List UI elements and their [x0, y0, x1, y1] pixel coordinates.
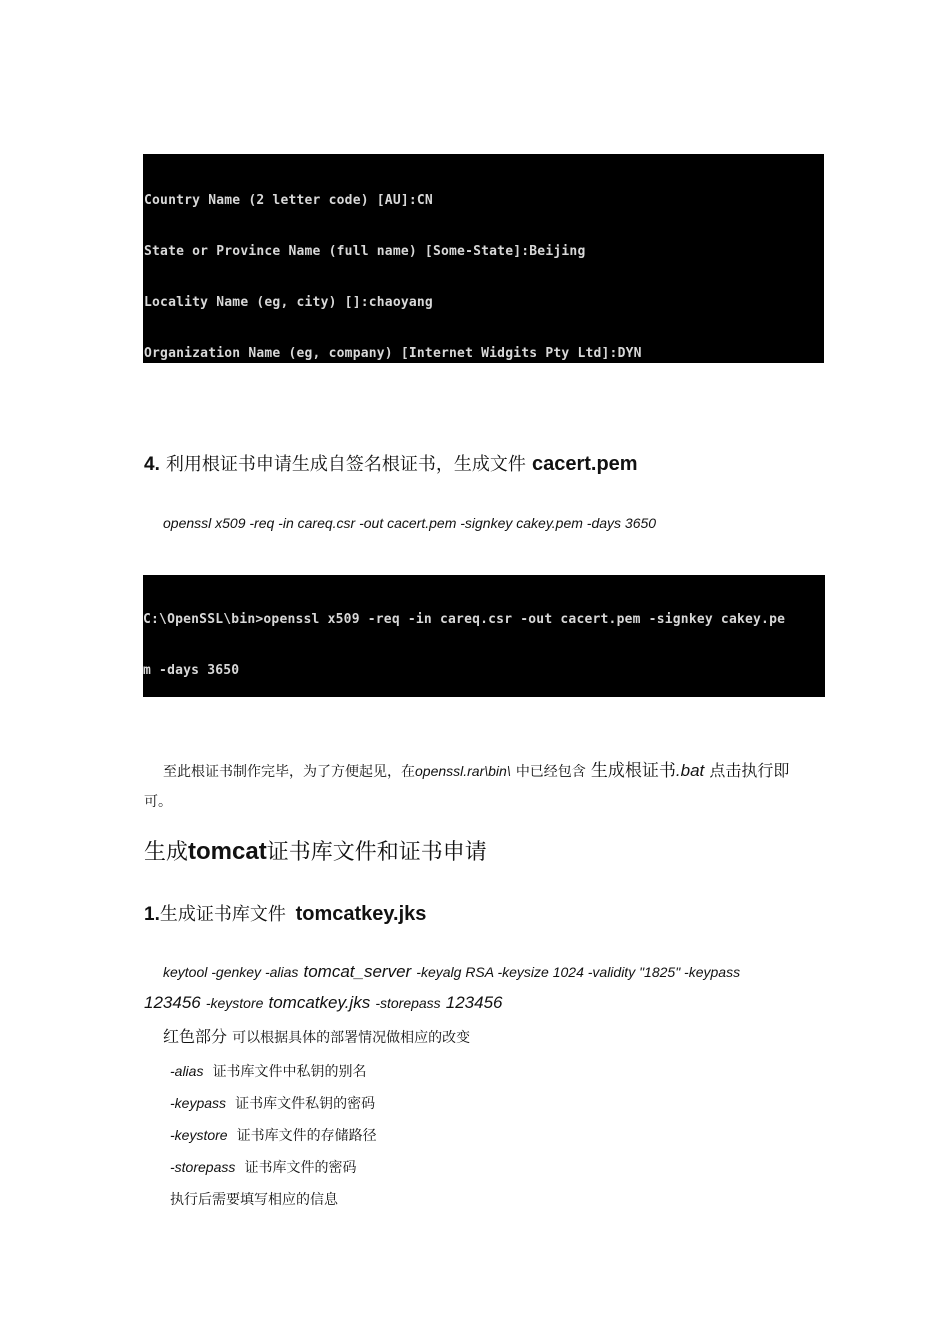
step1-number: 1.	[144, 904, 160, 925]
terminal-line: Locality Name (eg, city) []:chaoyang	[144, 295, 433, 310]
step4-heading	[144, 450, 638, 476]
step4-file: cacert.pem	[531, 453, 638, 475]
cmd-segment: -keyalg RSA -keysize 1024 -validity "1825" -keypass	[416, 964, 741, 980]
option-desc: 证书库文件中私钥的别名	[212, 1064, 367, 1080]
option-item	[170, 1157, 356, 1177]
cmd-segment-highlight: 123456	[445, 993, 503, 1012]
red-part-text: 可以根据具体的部署情况做相应的改变	[232, 1030, 471, 1046]
option-desc: 证书库文件的存储路径	[236, 1128, 377, 1144]
section-heading-pre: 生成	[144, 840, 189, 865]
summary-line1	[163, 756, 789, 781]
summary-text: 生成根证书	[590, 761, 676, 781]
section-heading-bold: tomcat	[188, 838, 267, 865]
option-item	[170, 1061, 367, 1081]
step1-text: 生成证书库文件	[159, 904, 286, 925]
cmd-segment: -keystore	[205, 995, 264, 1011]
option-name: -storepass	[170, 1159, 236, 1175]
terminal-screenshot-x509	[143, 575, 825, 697]
option-name: -keystore	[170, 1127, 228, 1143]
section-heading-post: 证书库文件和证书申请	[266, 840, 487, 865]
summary-ext: .bat	[675, 761, 705, 780]
step1-heading	[144, 900, 426, 926]
summary-text: 中已经包含	[515, 764, 586, 780]
step1-file: tomcatkey.jks	[295, 903, 427, 925]
cmd-segment-highlight: 123456	[144, 993, 201, 1012]
summary-text: 点击执行即	[709, 761, 790, 780]
option-item	[170, 1093, 375, 1113]
cmd-segment: -storepass	[375, 995, 441, 1011]
step4-number: 4.	[144, 454, 160, 475]
cmd-segment: keytool -genkey -alias	[163, 964, 299, 980]
cmd-segment-highlight: tomcatkey.jks	[268, 993, 371, 1012]
step4-command: openssl x509 -req -in careq.csr -out cacert.pem -signkey cakey.pem -days 3650	[163, 515, 657, 531]
terminal-screenshot-csr	[143, 154, 824, 363]
red-part-label: 红色部分	[163, 1027, 228, 1046]
summary-text: 至此根证书制作完毕，为了方便起见，在	[163, 764, 415, 780]
option-desc: 证书库文件私钥的密码	[235, 1096, 376, 1112]
option-name: -alias	[170, 1063, 204, 1079]
section-heading	[144, 835, 487, 866]
terminal-line: m -days 3650	[143, 663, 240, 678]
option-item	[170, 1125, 377, 1145]
terminal-line: State or Province Name (full name) [Some-State]:Beijing	[144, 244, 586, 259]
option-name: -keypass	[170, 1095, 227, 1111]
keytool-command-line2	[144, 993, 503, 1013]
terminal-line: C:\OpenSSL\bin>openssl x509 -req -in careq.csr -out cacert.pem -signkey cakey.pe	[143, 612, 786, 627]
terminal-line: Organization Name (eg, company) [Internet Widgits Pty Ltd]:DYN	[144, 346, 642, 361]
step4-text: 利用根证书申请生成自签名根证书，生成文件	[165, 454, 526, 475]
option-desc: 证书库文件的密码	[244, 1160, 357, 1176]
red-part-note	[163, 1024, 470, 1047]
final-note: 执行后需要填写相应的信息	[170, 1192, 338, 1208]
summary-path: openssl.rar\bin\	[415, 763, 511, 779]
cmd-segment-highlight: tomcat_server	[303, 962, 412, 981]
keytool-command-line1	[163, 962, 740, 982]
summary-line2: 可。	[144, 794, 172, 810]
terminal-line: Country Name (2 letter code) [AU]:CN	[144, 193, 433, 208]
